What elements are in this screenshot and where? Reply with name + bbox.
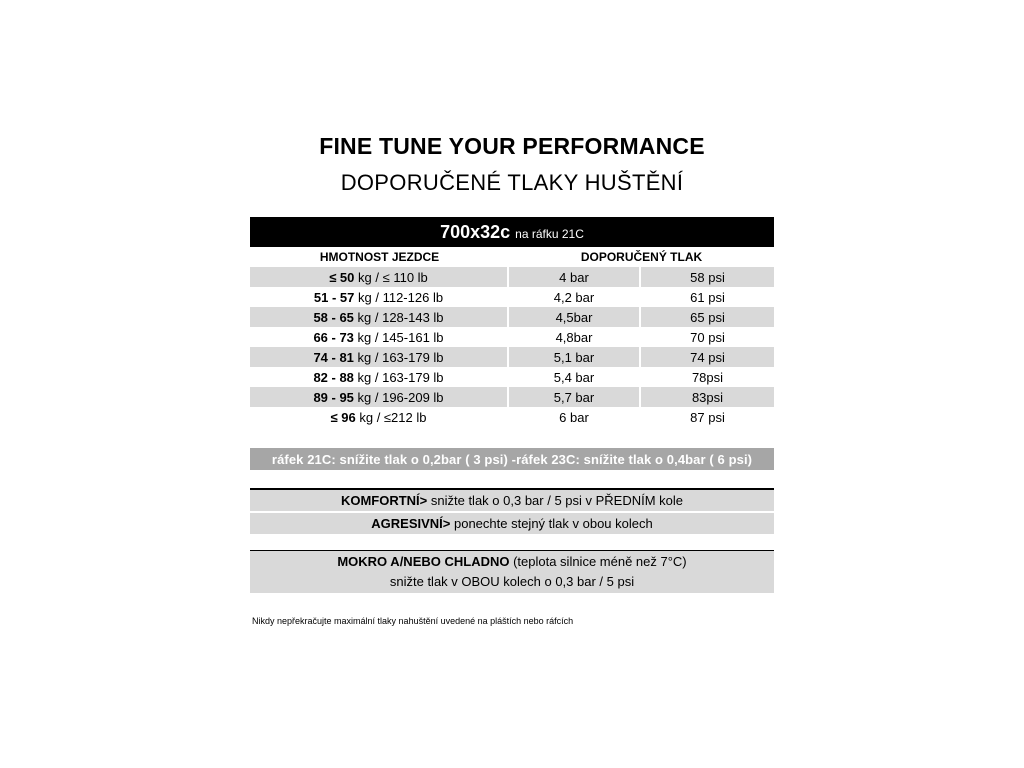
comfort-text: snižte tlak o 0,3 bar / 5 psi v PŘEDNÍM kole: [427, 493, 684, 508]
tire-size-header: [250, 217, 774, 247]
page-title: FINE TUNE YOUR PERFORMANCE: [319, 133, 705, 159]
table-row: [250, 367, 774, 387]
comfort-label: KOMFORTNÍ>: [340, 493, 428, 508]
bar-cell: 5,1 bar: [509, 347, 641, 367]
table-row: [250, 287, 774, 307]
psi-cell: 65 psi: [641, 307, 774, 327]
column-header-pressure: DOPORUČENÝ TLAK: [580, 250, 703, 264]
table-row: [250, 327, 774, 347]
psi-cell: 83psi: [641, 387, 774, 407]
wet-line-1: [250, 551, 774, 571]
weight-cell: 66 - 73 kg / 145-161 lb: [250, 327, 509, 347]
rim-width: na ráfku 21C: [515, 226, 584, 241]
bar-cell: 5,4 bar: [509, 367, 641, 387]
bar-cell: 5,7 bar: [509, 387, 641, 407]
aggressive-label: AGRESIVNÍ>: [371, 516, 451, 531]
aggressive-row: [250, 511, 774, 534]
wet-line-2: snižte tlak v OBOU kolech o 0,3 bar / 5 psi: [389, 573, 635, 589]
page-subtitle: DOPORUČENÉ TLAKY HUŠTĚNÍ: [340, 170, 684, 195]
bar-cell: 4,5bar: [509, 307, 641, 327]
bar-cell: 6 bar: [509, 407, 641, 427]
psi-cell: 78psi: [691, 369, 724, 385]
weight-cell: 51 - 57 kg / 112-126 lb: [250, 287, 509, 307]
wet-label: MOKRO A/NEBO CHLADNO: [337, 553, 510, 569]
pressure-table: [250, 267, 774, 427]
table-row: [250, 347, 774, 367]
weight-cell: 58 - 65 kg / 128-143 lb: [250, 307, 509, 327]
psi-cell: 61 psi: [690, 289, 725, 305]
table-row: [250, 387, 774, 407]
table-row: [250, 267, 774, 287]
rim-adjustment-note: ráfek 21C: snížite tlak o 0,2bar ( 3 psi) -ráfek 23C: snížite tlak o 0,4bar ( 6 psi): [250, 448, 774, 470]
weight-cell: ≤ 96 kg / ≤212 lb: [250, 407, 509, 427]
psi-cell: 87 psi: [690, 409, 725, 425]
aggressive-text: ponechte stejný tlak v obou kolech: [450, 516, 653, 531]
comfort-row: [250, 490, 774, 511]
table-row: [250, 407, 774, 427]
bar-cell: 4,8bar: [509, 327, 641, 347]
column-header-weight: HMOTNOST JEZDCE: [319, 250, 440, 264]
weight-cell: 74 - 81 kg / 163-179 lb: [250, 347, 509, 367]
weight-cell: ≤ 50 kg / ≤ 110 lb: [250, 267, 509, 287]
psi-cell: 58 psi: [641, 267, 774, 287]
riding-style-block: [250, 488, 774, 534]
bar-cell: 4,2 bar: [509, 287, 641, 307]
column-headers: [250, 248, 774, 266]
tire-size: 700x32c: [440, 221, 511, 242]
psi-cell: 74 psi: [641, 347, 774, 367]
weight-cell: 89 - 95 kg / 196-209 lb: [250, 387, 509, 407]
bar-cell: 4 bar: [509, 267, 641, 287]
weight-cell: 82 - 88 kg / 163-179 lb: [250, 367, 509, 387]
psi-cell: 70 psi: [690, 329, 725, 345]
table-row: [250, 307, 774, 327]
wet-conditions-block: [250, 550, 774, 593]
footnote: Nikdy nepřekračujte maximální tlaky nahuštění uvedené na pláštích nebo ráfcích: [252, 616, 574, 626]
wet-text: (teplota silnice méně než 7°C): [509, 553, 687, 569]
